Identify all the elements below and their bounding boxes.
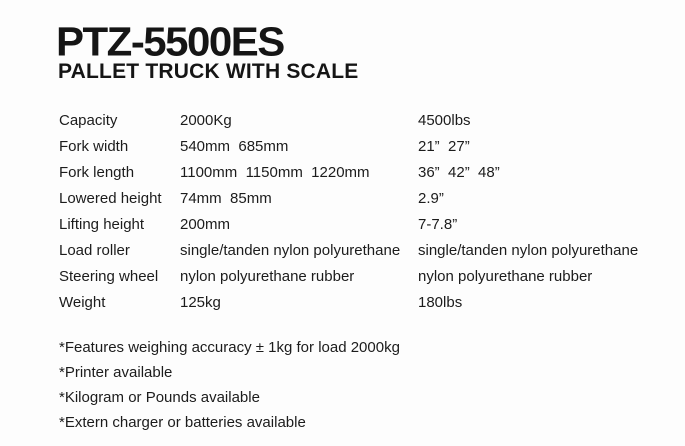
spec-imperial-value: single/tanden nylon polyurethane [418, 242, 639, 259]
spec-label: Steering wheel [59, 268, 159, 285]
spec-label: Lowered height [59, 190, 162, 207]
spec-row-fork-length [59, 160, 659, 186]
footnote-weighing-accuracy: *Features weighing accuracy ± 1kg for load 2000kg [59, 339, 400, 356]
spec-row-steering-wheel [59, 264, 659, 290]
footnote-units: *Kilogram or Pounds available [59, 389, 260, 406]
spec-table [59, 108, 659, 316]
spec-row-fork-width [59, 134, 659, 160]
spec-metric-value: 200mm [180, 216, 231, 233]
footnotes [59, 335, 659, 435]
spec-row-weight [59, 290, 659, 316]
spec-imperial-value: nylon polyurethane rubber [418, 268, 593, 285]
spec-label: Weight [59, 294, 106, 311]
spec-metric-value: 1100mm 1150mm 1220mm [180, 164, 370, 181]
spec-imperial-value: 36” 42” 48” [418, 164, 500, 181]
spec-imperial-value: 21” 27” [418, 138, 470, 155]
footnote-printer: *Printer available [59, 364, 173, 381]
spec-label: Fork length [59, 164, 135, 181]
footnote-charger: *Extern charger or batteries available [59, 414, 306, 431]
product-title: PTZ-5500ES [56, 19, 284, 65]
spec-imperial-value: 2.9” [418, 190, 444, 207]
spec-metric-value: 540mm 685mm [180, 138, 289, 155]
spec-metric-value: 125kg [180, 294, 221, 311]
spec-row-load-roller [59, 238, 659, 264]
spec-label: Fork width [59, 138, 129, 155]
spec-metric-value: nylon polyurethane rubber [180, 268, 355, 285]
spec-imperial-value: 180lbs [418, 294, 463, 311]
spec-imperial-value: 7-7.8” [418, 216, 458, 233]
spec-metric-value: single/tanden nylon polyurethane [180, 242, 401, 259]
spec-row-lowered-height [59, 186, 659, 212]
spec-row-capacity [59, 108, 659, 134]
spec-metric-value: 74mm 85mm [180, 190, 272, 207]
spec-imperial-value: 4500lbs [418, 112, 471, 129]
spec-label: Lifting height [59, 216, 145, 233]
spec-row-lifting-height [59, 212, 659, 238]
spec-label: Capacity [59, 112, 118, 129]
spec-label: Load roller [59, 242, 130, 259]
spec-metric-value: 2000Kg [180, 112, 232, 129]
product-subtitle: PALLET TRUCK WITH SCALE [58, 60, 359, 83]
